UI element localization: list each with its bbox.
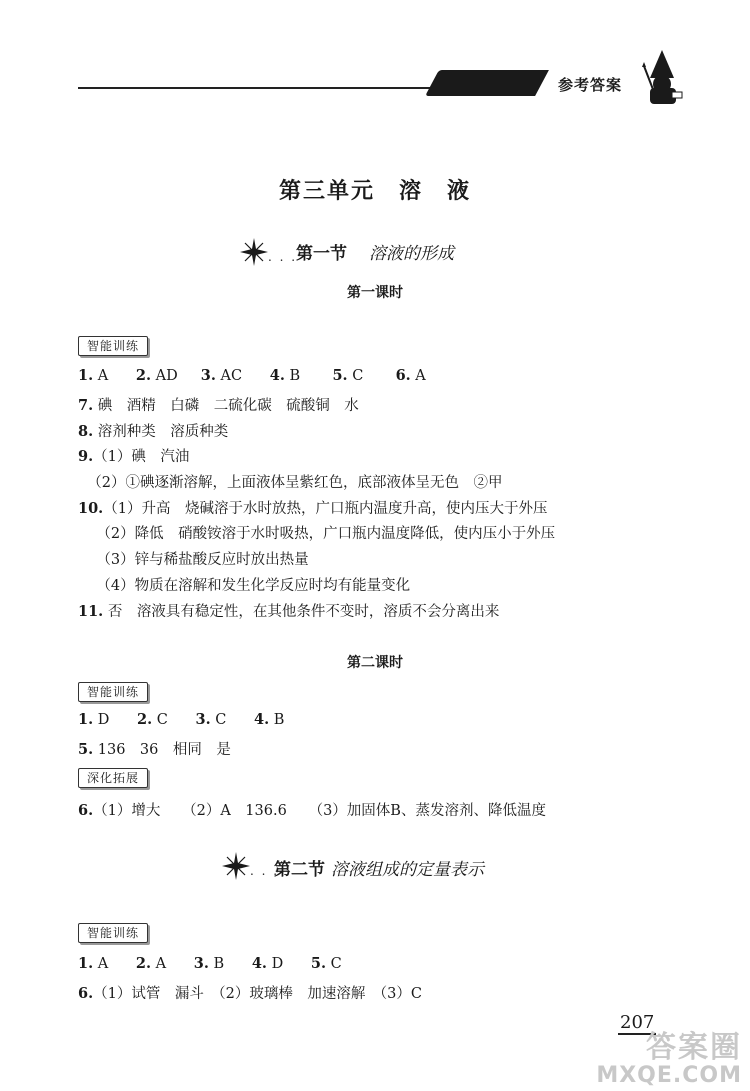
header-rule bbox=[78, 87, 438, 89]
answer-row: 1. D 2. C 3. C 4. B bbox=[78, 711, 285, 728]
unit-title: 第三单元 溶 液 bbox=[278, 179, 471, 204]
header-banner bbox=[425, 70, 549, 96]
watermark-text: 答案圈 bbox=[646, 1030, 742, 1065]
answer-line: 6.（1）增大 （2）A 136.6 （3）加固体B、蒸发溶剂、降低温度 bbox=[78, 802, 546, 819]
answer-line: 5. 136 36 相同 是 bbox=[78, 741, 231, 758]
answer-line: 10.（1）升高 烧碱溶于水时放热，广口瓶内温度升高，使内压大于外压 bbox=[78, 500, 548, 517]
section-dots: . . . bbox=[268, 250, 298, 264]
section-tag: 智能训练 bbox=[78, 923, 148, 943]
answer-row: 1. A 2. A 3. B 4. D 5. C bbox=[78, 955, 342, 972]
answer-line: 6.（1）试管 漏斗 （2）玻璃棒 加速溶解 （3）C bbox=[78, 985, 422, 1002]
answer-line: （2）①碘逐渐溶解，上面液体呈紫红色，底部液体呈无色 ②甲 bbox=[78, 475, 503, 491]
star-ornament-icon bbox=[240, 238, 268, 266]
answer-line: （4）物质在溶解和发生化学反应时均有能量变化 bbox=[78, 578, 411, 594]
wizard-icon bbox=[636, 48, 692, 106]
section-tag: 智能训练 bbox=[78, 682, 148, 702]
section-heading bbox=[296, 239, 454, 264]
section-tag: 智能训练 bbox=[78, 336, 148, 356]
section-tag: 深化拓展 bbox=[78, 768, 148, 788]
answer-line: 9.（1）碘 汽油 bbox=[78, 448, 190, 465]
watermark-url: MXQE.COM bbox=[596, 1063, 742, 1088]
section-dots: . . . bbox=[250, 864, 280, 878]
star-ornament-icon bbox=[222, 852, 250, 880]
lesson-title: 第一课时 bbox=[347, 285, 403, 301]
watermark bbox=[596, 1030, 742, 1088]
section-number: 第二节 bbox=[274, 860, 325, 880]
page-number: 207 bbox=[620, 1012, 655, 1033]
header-label: 参考答案 bbox=[558, 76, 623, 94]
section-heading bbox=[274, 855, 484, 880]
answer-line: 7. 碘 酒精 白磷 二硫化碳 硫酸铜 水 bbox=[78, 397, 359, 414]
answer-row: 1. A 2. AD 3. AC 4. B 5. C 6. A bbox=[78, 367, 426, 384]
lesson-title: 第二课时 bbox=[347, 655, 403, 671]
section-name: 溶液组成的定量表示 bbox=[331, 860, 484, 880]
answer-line: 8. 溶剂种类 溶质种类 bbox=[78, 423, 229, 440]
section-number: 第一节 bbox=[296, 244, 347, 264]
answer-line: （2）降低 硝酸铵溶于水时吸热，广口瓶内温度降低，使内压小于外压 bbox=[78, 526, 556, 542]
answer-line: 11. 否 溶液具有稳定性，在其他条件不变时，溶质不会分离出来 bbox=[78, 603, 500, 620]
answer-line: （3）锌与稀盐酸反应时放出热量 bbox=[78, 552, 309, 568]
section-name: 溶液的形成 bbox=[369, 244, 454, 264]
